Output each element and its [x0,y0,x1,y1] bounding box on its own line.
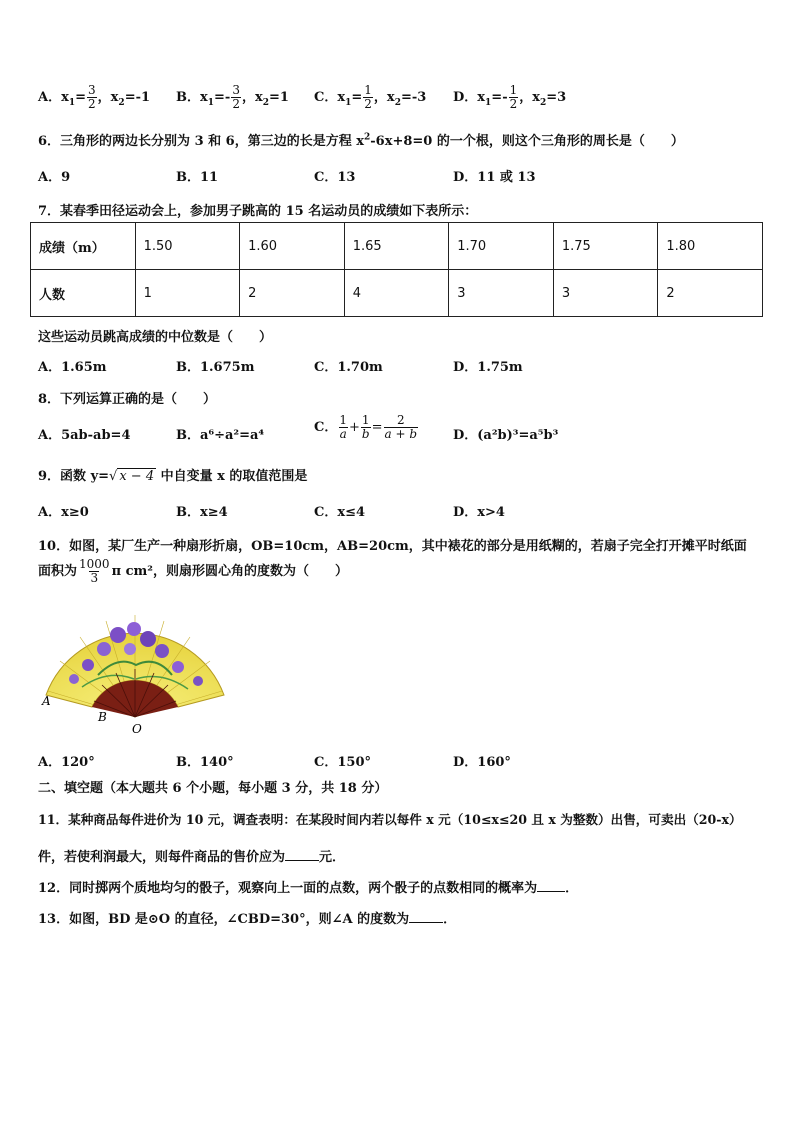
q5-option-b: B．$x_1=-$ $\frac{3}{2}$ ，$x_2=1$ [176,83,289,112]
table-cell: 1.80 [658,223,763,270]
table-cell: 2 [240,270,345,317]
folding-fan-figure [38,605,228,735]
q9-option-b: B．x≥4 [176,505,228,520]
table-cell: 4 [344,270,449,317]
q6-option-c: C．13 [314,170,356,185]
table-cell: 3 [449,270,554,317]
q12-stem: 12．同时掷两个质地均匀的骰子，观察向上一面的点数，两个骰子的点数相同的概率为 ． [38,881,579,896]
q6-option-a: A．9 [38,170,71,185]
q8-option-c: C． $\frac{1}{a}$ + $\frac{1}{b}$ = $\frac{2}{a + b}$ [314,413,418,442]
table-cell: 1.65 [344,223,449,270]
q6-stem: 6．三角形的两边长分别为 3 和 6，第三边的长是方程 $x^2-6x+8=0$ 的一个根，则这个三角形的周长是（ ） [38,132,684,149]
table-cell: 1 [135,270,240,317]
q7-option-b: B．1.675m [176,360,255,375]
q10-option-b: B．140° [176,755,234,770]
q5-option-c: C．$x_1=$ $\frac{1}{2}$ ，$x_2=-3$ [314,83,427,112]
q8-option-b: B．a⁶÷a²=a⁴ [176,428,265,443]
table-cell: 1.50 [135,223,240,270]
q7-option-d: D．1.75m [453,360,523,375]
q9-option-c: C．x≤4 [314,505,366,520]
q11-line1: 11．某种商品每件进价为 10 元，调查表明：在某段时间内若以每件 x 元（10≤x≤20 且 x 为整数）出售，可卖出（20-x） [38,812,742,827]
point-label-o: O [132,722,142,735]
q10-stem-line2: 面积为 $\frac{1000}{3}$ π cm²，则扇形圆心角的度数为（ ） [38,557,348,586]
q6-option-d: D．11 或 13 [453,170,536,185]
q11-line2: 件，若使利润最大，则每件商品的售价应为 元． [38,850,346,865]
table-cell: 2 [658,270,763,317]
table-header-score: 成绩（m） [31,223,136,270]
score-table [30,222,763,317]
q8-option-d: D．(a²b)³=a⁵b³ [453,428,559,443]
q10-option-c: C．150° [314,755,371,770]
table-cell: 1.70 [449,223,554,270]
point-label-a: A [42,694,51,708]
q5-option-d: D．$x_1=-$ $\frac{1}{2}$ ，$x_2=3$ [453,83,567,112]
q13-stem: 13．如图，BD 是⊙O 的直径，∠CBD=30°，则∠A 的度数为 ． [38,912,457,927]
q9-option-d: D．x>4 [453,505,505,520]
q5-option-a: A．$x_1=$ $\frac{3}{2}$ ，$x_2=-1$ [38,83,151,112]
q10-option-a: A．120° [38,755,95,770]
q7-option-c: C．1.70m [314,360,383,375]
q7-question: 这些运动员跳高成绩的中位数是（ ） [38,330,273,345]
table-row [31,223,763,270]
point-label-b: B [98,710,107,724]
table-cell: 3 [553,270,658,317]
table-row [31,270,763,317]
q9-option-a: A．x≥0 [38,505,89,520]
q9-stem: 9．函数 y=√ x − 4 中自变量 x 的取值范围是 [38,469,308,484]
q7-option-a: A．1.65m [38,360,107,375]
answer-blank[interactable] [285,860,319,861]
table-cell: 1.60 [240,223,345,270]
answer-blank[interactable] [537,891,565,892]
section-heading-fill-in: 二、填空题（本大题共 6 个小题，每小题 3 分，共 18 分） [38,781,388,796]
q6-option-b: B．11 [176,170,219,185]
table-cell: 1.75 [553,223,658,270]
table-header-count: 人数 [31,270,136,317]
q10-option-d: D．160° [453,755,511,770]
q8-stem: 8．下列运算正确的是（ ） [38,392,217,407]
q10-stem-line1: 10．如图，某厂生产一种扇形折扇，OB=10cm，AB=20cm，其中裱花的部分是用纸糊的，若扇子完全打开摊平时纸面 [38,539,747,554]
q8-option-a: A．5ab-ab=4 [38,428,131,443]
answer-blank[interactable] [409,922,443,923]
q7-stem: 7．某春季田径运动会上，参加男子跳高的 15 名运动员的成绩如下表所示： [38,204,478,219]
